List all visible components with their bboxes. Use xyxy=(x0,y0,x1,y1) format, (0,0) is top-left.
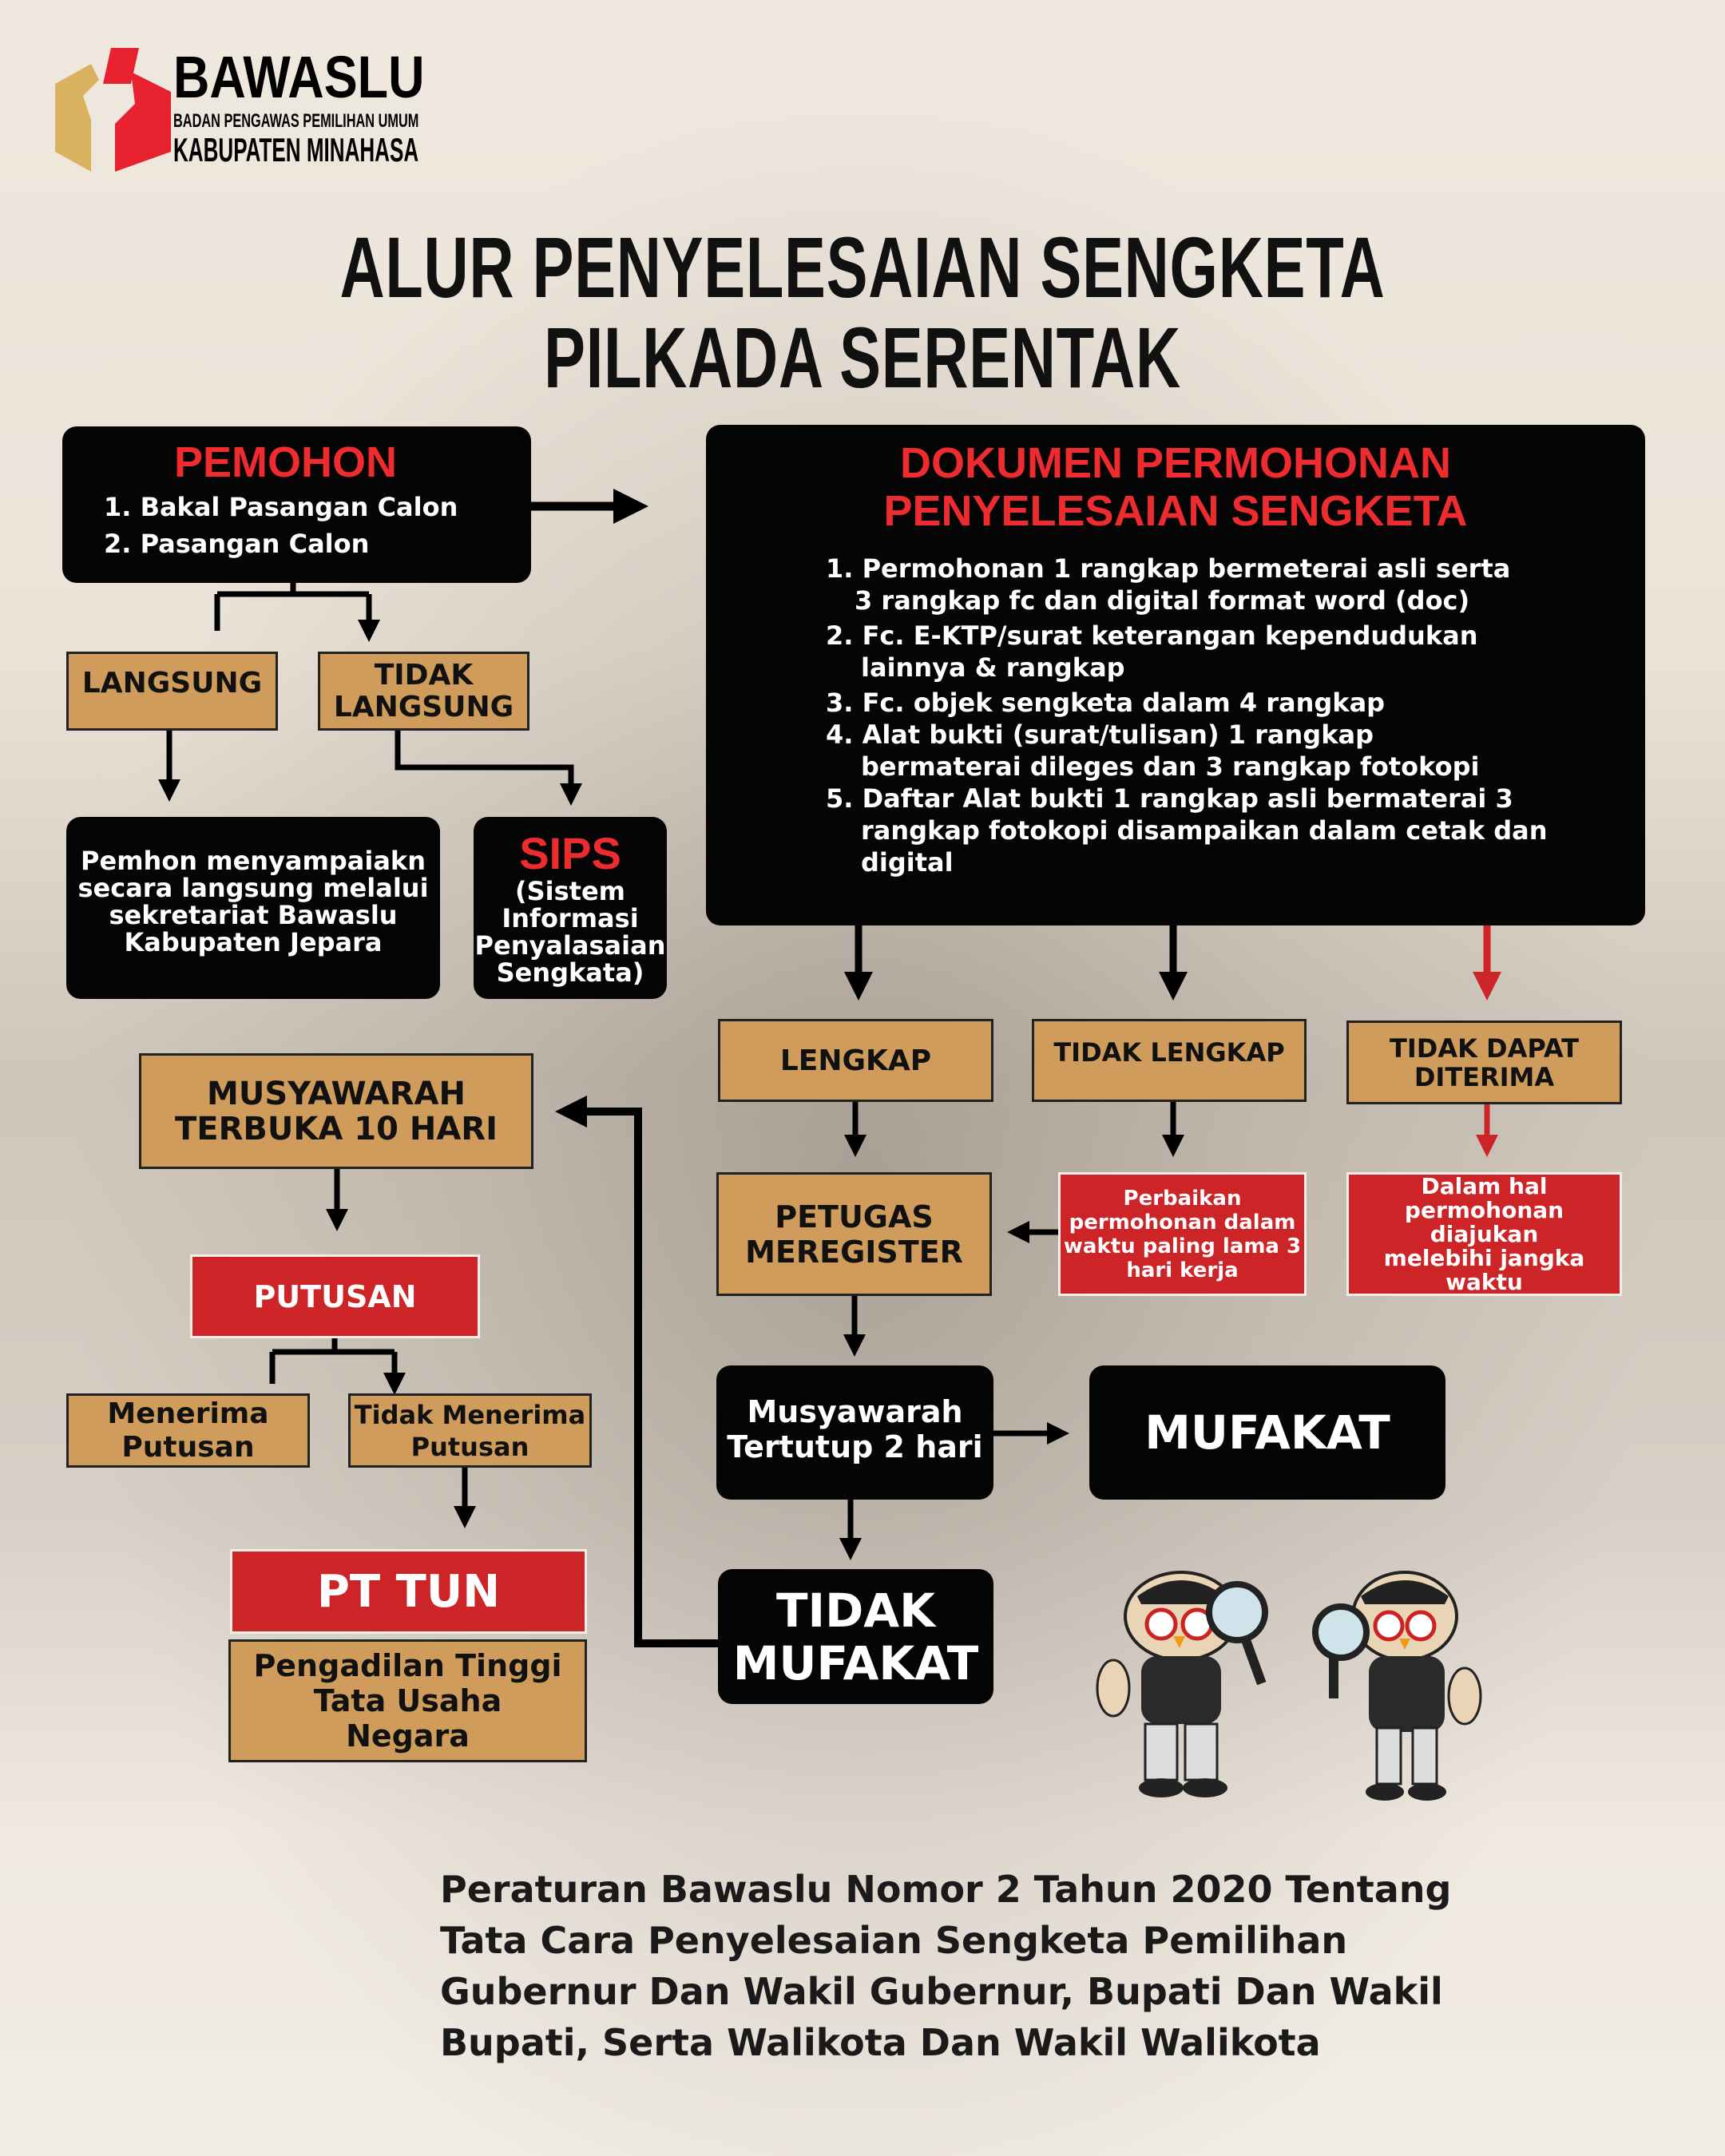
lengkap-box xyxy=(718,1019,993,1102)
putusan-label: PUTUSAN xyxy=(253,1278,417,1314)
dokumen-requirements-list xyxy=(826,553,1548,878)
title-line-2: PILKADA SERENTAK xyxy=(544,309,1181,406)
desc-line: sekretariat Bawaslu xyxy=(109,900,398,930)
langsung-label: LANGSUNG xyxy=(81,667,263,700)
desc-line: Kabupaten Jepara xyxy=(124,927,383,957)
footer-line: Tata Cara Penyelesaian Sengketa Pemilihan xyxy=(440,1919,1348,1962)
menerima-line-1: Menerima xyxy=(107,1397,269,1430)
musyawarah-tertutup-box xyxy=(716,1365,993,1500)
requirement-line: 4. Alat bukti (surat/tulisan) 1 rangkap xyxy=(826,719,1374,750)
musyawarah-tertutup-line-1: Musyawarah xyxy=(747,1394,963,1429)
perbaikan-line: Perbaikan xyxy=(1123,1186,1242,1211)
arrow-tidak-mufakat-to-terbuka xyxy=(571,1112,718,1643)
sips-line: Sengkata) xyxy=(496,957,644,988)
pemohon-item-1: 1. Bakal Pasangan Calon xyxy=(104,492,458,522)
connector-pemohon-branch xyxy=(217,583,369,631)
owl-mascots-illustration xyxy=(1093,1568,1501,1808)
requirement-line: rangkap fotokopi disampaikan dalam cetak dan xyxy=(861,815,1548,846)
perbaikan-line: waktu paling lama 3 xyxy=(1063,1234,1302,1258)
pemohon-box xyxy=(62,426,531,583)
requirement-line: 1. Permohonan 1 rangkap bermeterai asli serta xyxy=(826,553,1511,584)
dokumen-heading-1: DOKUMEN PERMOHONAN xyxy=(899,439,1451,487)
tidak-dapat-label-1: TIDAK DAPAT xyxy=(1390,1033,1579,1064)
connector-putusan-branch xyxy=(272,1338,395,1384)
tidak-langsung-box xyxy=(318,652,529,731)
pemohon-item-2: 2. Pasangan Calon xyxy=(104,529,370,559)
langsung-box xyxy=(66,652,278,731)
desc-line: Pemhon menyampaiakn xyxy=(81,846,426,876)
footer-line: Peraturan Bawaslu Nomor 2 Tahun 2020 Tentang xyxy=(440,1868,1452,1911)
pengadilan-line: Tata Usaha xyxy=(313,1683,502,1718)
requirement-line: bermaterai dileges dan 3 rangkap fotokopi xyxy=(861,751,1480,782)
petugas-label-2: MEREGISTER xyxy=(745,1234,963,1270)
sips-line: Penyalasaian xyxy=(474,930,666,961)
dalam-hal-line: Dalam hal xyxy=(1421,1172,1548,1199)
pengadilan-line: Negara xyxy=(346,1718,470,1754)
tidak-menerima-putusan-box xyxy=(348,1393,592,1468)
sips-line: Informasi xyxy=(502,903,639,933)
lengkap-label: LENGKAP xyxy=(779,1044,932,1077)
dalam-hal-line: waktu xyxy=(1445,1268,1523,1295)
mufakat-label: MUFAKAT xyxy=(1144,1405,1390,1460)
requirement-line: digital xyxy=(861,847,954,878)
tidak-langsung-label-1: TIDAK xyxy=(374,658,474,692)
musyawarah-terbuka-box xyxy=(139,1053,533,1169)
mufakat-box xyxy=(1089,1365,1445,1500)
musyawarah-terbuka-line-1: MUSYAWARAH xyxy=(207,1075,466,1112)
footer-line: Gubernur Dan Wakil Gubernur, Bupati Dan Wakil xyxy=(440,1970,1443,2013)
tidak-menerima-line-2: Putusan xyxy=(410,1431,529,1462)
tidak-menerima-line-1: Tidak Menerima xyxy=(354,1399,586,1430)
tidak-dapat-label-2: DITERIMA xyxy=(1414,1062,1555,1092)
menerima-line-2: Putusan xyxy=(121,1430,255,1464)
requirement-line: 3. Fc. objek sengketa dalam 4 rangkap xyxy=(826,688,1386,718)
pengadilan-line: Pengadilan Tinggi xyxy=(253,1648,562,1683)
tidak-lengkap-box xyxy=(1032,1019,1307,1102)
requirement-line: 2. Fc. E-KTP/surat keterangan kependudukan xyxy=(826,620,1478,651)
petugas-meregister-box xyxy=(716,1172,992,1296)
owl-mascot-right xyxy=(1315,1572,1481,1801)
requirement-line: lainnya & rangkap xyxy=(861,652,1125,683)
requirement-line: 5. Daftar Alat bukti 1 rangkap asli bermaterai 3 xyxy=(826,783,1513,814)
tidak-mufakat-line-2: MUFAKAT xyxy=(732,1635,979,1690)
logo-name: BAWASLU xyxy=(173,44,425,110)
dalam-hal-line: permohonan diajukan xyxy=(1404,1196,1564,1247)
pengadilan-box xyxy=(228,1639,587,1762)
dokumen-permohonan-box xyxy=(706,425,1645,925)
tidak-langsung-label-2: LANGSUNG xyxy=(333,690,514,723)
dalam-hal-box xyxy=(1346,1172,1622,1296)
perbaikan-line: permohonan dalam xyxy=(1069,1210,1296,1235)
arrow-tidak-langsung-down xyxy=(398,731,571,795)
perbaikan-box xyxy=(1058,1172,1307,1296)
putusan-box xyxy=(190,1254,480,1338)
tidak-dapat-diterima-box xyxy=(1346,1021,1622,1104)
dokumen-heading-2: PENYELESAIAN SENGKETA xyxy=(883,487,1468,535)
petugas-label-1: PETUGAS xyxy=(775,1199,934,1235)
title-line-1: ALUR PENYELESAIAN SENGKETA xyxy=(339,219,1386,315)
sips-box xyxy=(474,817,667,999)
logo-subtitle: BADAN PENGAWAS PEMILIHAN UMUM xyxy=(173,110,419,132)
owl-mascot-left xyxy=(1097,1572,1266,1797)
menerima-putusan-box xyxy=(66,1393,310,1468)
tidak-mufakat-box xyxy=(718,1569,993,1704)
footer-line: Bupati, Serta Walikota Dan Wakil Walikota xyxy=(440,2021,1321,2064)
tidak-mufakat-line-1: TIDAK xyxy=(775,1583,936,1638)
perbaikan-line: hari kerja xyxy=(1126,1258,1239,1282)
dalam-hal-line: melebihi jangka xyxy=(1383,1244,1585,1271)
langsung-description-box xyxy=(66,817,440,999)
pt-tun-label: PT TUN xyxy=(316,1565,501,1618)
musyawarah-tertutup-line-2: Tertutup 2 hari xyxy=(727,1429,983,1464)
desc-line: secara langsung melalui xyxy=(77,873,429,903)
logo-region: KABUPATEN MINAHASA xyxy=(173,131,419,168)
sips-line: (Sistem xyxy=(514,876,626,906)
regulation-reference xyxy=(440,1864,1451,2068)
tidak-lengkap-label: TIDAK LENGKAP xyxy=(1053,1037,1285,1068)
musyawarah-terbuka-line-2: TERBUKA 10 HARI xyxy=(175,1110,498,1147)
pemohon-heading: PEMOHON xyxy=(173,438,398,486)
pt-tun-box xyxy=(230,1549,587,1634)
sips-heading: SIPS xyxy=(519,828,621,878)
requirement-line: 3 rangkap fc dan digital format word (doc) xyxy=(855,585,1470,616)
